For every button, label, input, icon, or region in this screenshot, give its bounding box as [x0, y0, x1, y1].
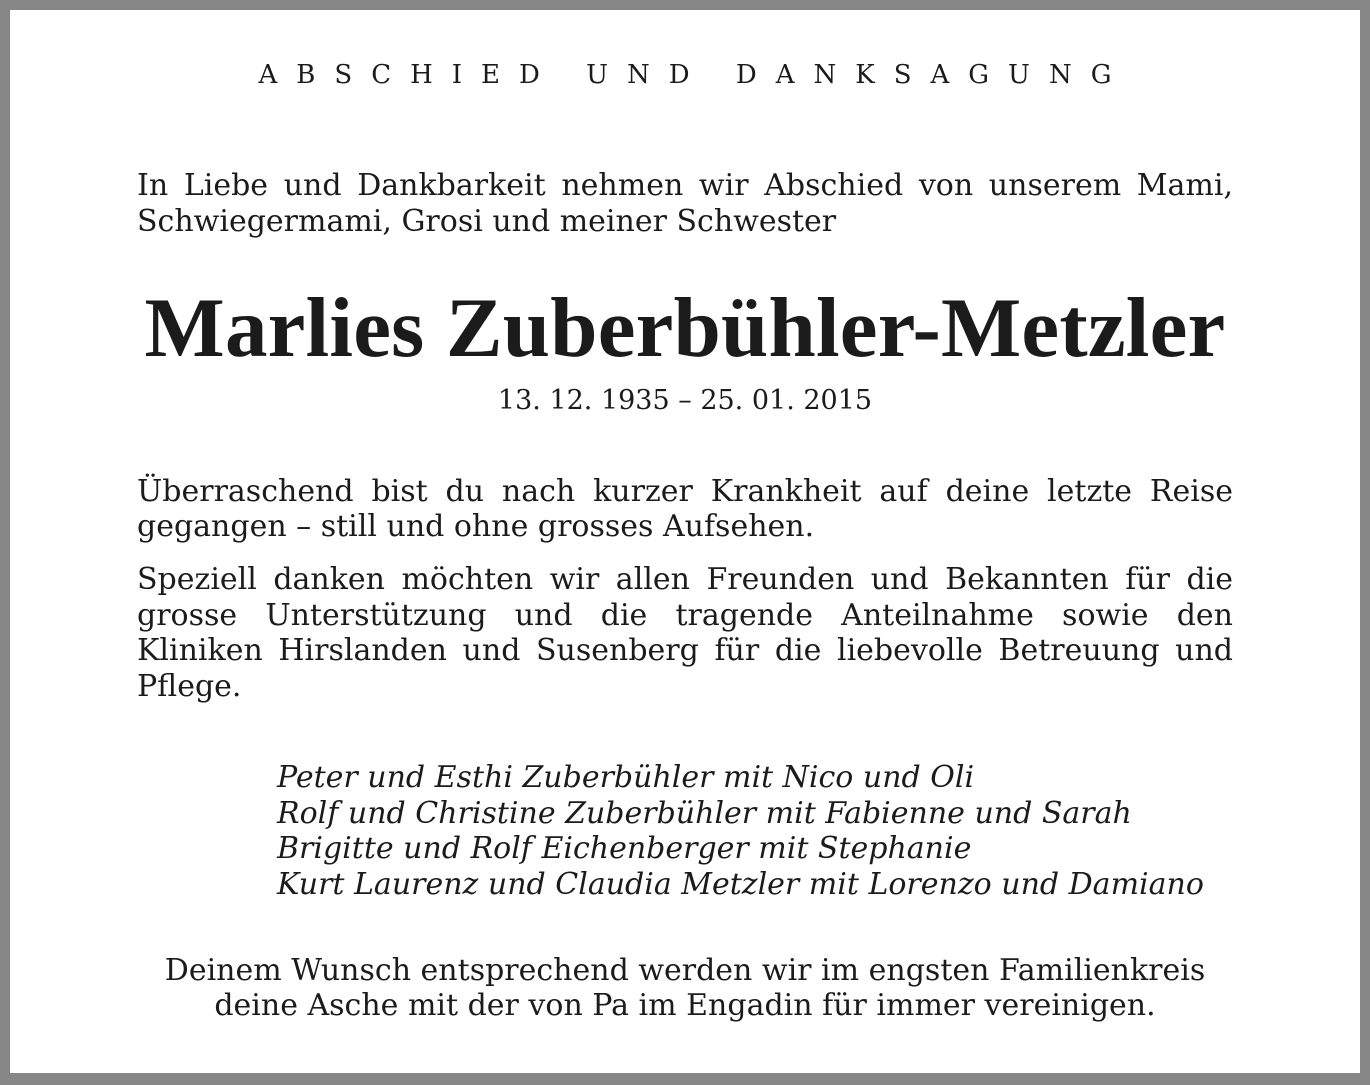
message-paragraph-1 — [137, 474, 1233, 544]
notice-heading: ABSCHIED UND DANKSAGUNG — [258, 60, 1131, 90]
closing-line: deine Asche mit der von Pa im Engadin für immer vereinigen. — [214, 988, 1156, 1023]
paragraph-line: Pflege. — [137, 668, 242, 704]
death-notice-sheet — [10, 10, 1360, 1073]
intro-line: In Liebe und Dankbarkeit nehmen wir Abschied von unserem Mami, — [137, 168, 1233, 203]
intro-line: Schwiegermami, Grosi und meiner Schwester — [137, 204, 837, 239]
paragraph-line: Kliniken Hirslanden und Susenberg für die liebevolle Betreuung und — [137, 633, 1233, 668]
paragraph-line: Überraschend bist du nach kurzer Krankheit auf deine letzte Reise — [137, 474, 1233, 509]
closing-line: Deinem Wunsch entsprechend werden wir im engsten Familienkreis — [164, 953, 1206, 988]
deceased-name: Marlies Zuberbühler-Metzler — [144, 281, 1226, 375]
signatory-line: Peter und Esthi Zuberbühler mit Nico und Oli — [277, 760, 975, 795]
life-dates: 13. 12. 1935 – 25. 01. 2015 — [497, 385, 873, 416]
signatory-line: Brigitte und Rolf Eichenberger mit Stephanie — [277, 831, 972, 867]
signatory-line: Kurt Laurenz und Claudia Metzler mit Lorenzo und Damiano — [277, 867, 1204, 903]
closing-paragraph — [10, 953, 1360, 1023]
paragraph-line: Speziell danken möchten wir allen Freunden und Bekannten für die — [137, 562, 1233, 597]
signatories-list — [277, 760, 1277, 903]
signatory-line: Rolf und Christine Zuberbühler mit Fabienne und Sarah — [277, 795, 1132, 831]
message-paragraph-2 — [137, 562, 1233, 704]
paragraph-line: gegangen – still und ohne grosses Aufsehen. — [137, 509, 815, 544]
paragraph-line: grosse Unterstützung und die tragende Anteilnahme sowie den — [137, 597, 1233, 633]
intro-paragraph — [137, 168, 1233, 240]
